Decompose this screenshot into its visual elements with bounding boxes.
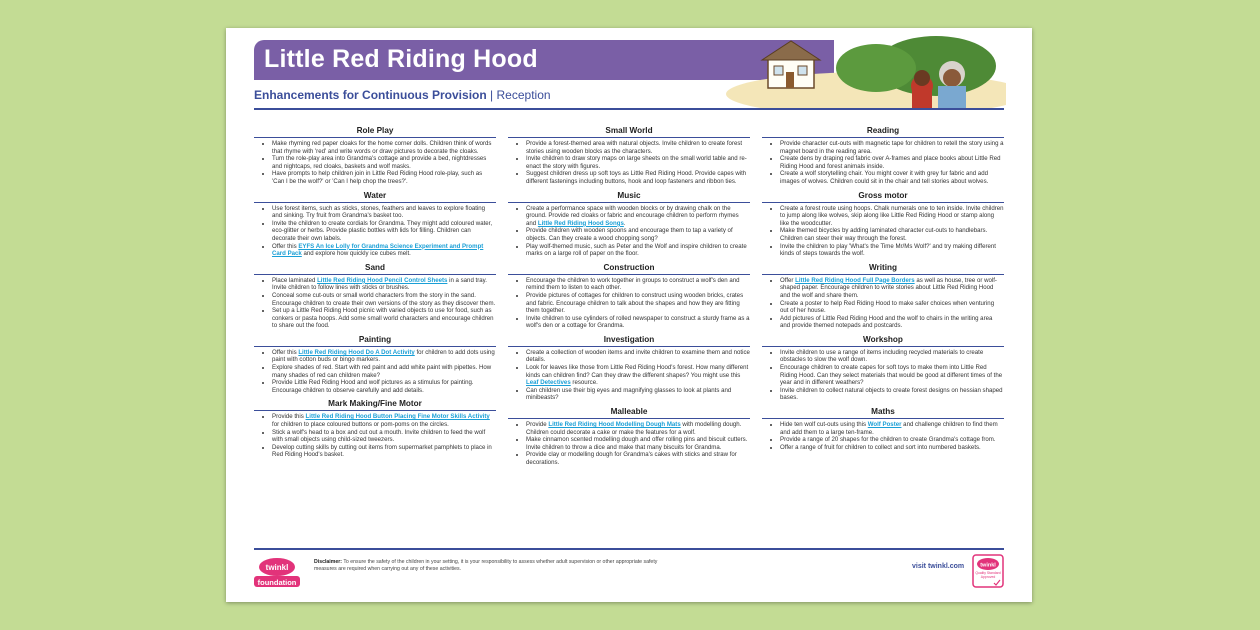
activity-text: with modelling dough. Children could decorate a cake or make the features for a wolf. — [526, 421, 742, 436]
activity-item — [526, 292, 750, 315]
activity-item — [780, 364, 1004, 387]
activity-text: Provide — [526, 421, 549, 429]
section-sand — [254, 262, 496, 330]
resource-sheet — [226, 28, 1032, 602]
activity-text: in a sand tray. Invite children to follow lines with sticks or brushes. — [272, 276, 487, 292]
activity-text: for children to place coloured buttons or pom-poms on the circles. — [272, 421, 449, 429]
disclaimer-label: Disclaimer: — [314, 559, 342, 565]
activity-text: Provide this — [272, 413, 306, 421]
activity-text: Explore shades of red. Start with red paint and add white paint with pipettes. How many shades of red can children make? — [272, 364, 492, 379]
footer — [254, 548, 1004, 592]
activity-list — [762, 421, 1004, 451]
activity-text: as well as house, tree or wolf-shaped paper. Encourage children to write stories about Little Red Riding Hood and the wolf and share them. — [780, 276, 997, 299]
cottage-illustration — [726, 36, 1006, 108]
column-middle — [508, 125, 750, 471]
activity-item — [526, 227, 750, 242]
activity-text: . — [623, 219, 626, 227]
section-workshop — [762, 334, 1004, 402]
activity-list — [254, 349, 496, 395]
twinkl-foundation-logo — [254, 556, 300, 590]
activity-text: Provide children with wooden spoons and encourage them to tap a variety of objects. Can they create a wood chopping song? — [526, 227, 733, 242]
activity-text: Suggest children dress up soft toys as Little Red Riding Hood. Provide capes with different fastenings including buttons, hook and loop fasteners and ribbon ties. — [526, 170, 747, 185]
quality-badge — [972, 554, 1004, 588]
logo-bottom-text: foundation — [257, 578, 297, 587]
column-left — [254, 125, 496, 463]
section-water — [254, 190, 496, 258]
section-heading: Small World — [508, 125, 750, 138]
activity-item — [272, 307, 496, 330]
activity-item — [272, 413, 496, 428]
disclaimer-text: To ensure the safety of the children in your setting, it is your responsibility to assess whether adult supervision or other appropriate safety measures are required when carrying out any of these activities. — [314, 559, 658, 572]
subtitle — [254, 88, 551, 102]
resource-link[interactable]: Little Red Riding Hood Do A Dot Activity — [298, 348, 415, 356]
resource-link[interactable]: Little Red Riding Hood Songs — [537, 219, 624, 227]
section-heading: Reading — [762, 125, 1004, 138]
resource-link[interactable]: EYFS An Ice Lolly for Grandma Science Experiment and Prompt Card Pack — [272, 242, 484, 258]
section-heading: Music — [508, 190, 750, 203]
activity-item — [780, 315, 1004, 330]
activity-text: Make themed bicycles by adding laminated character cut-outs to handlebars. Children can steer their way through the forest. — [780, 227, 988, 242]
resource-link[interactable]: Little Red Riding Hood Button Placing Fine Motor Skills Activity — [305, 413, 490, 421]
activity-item — [272, 243, 496, 258]
activity-text: and explore how quickly ice cubes melt. — [301, 250, 411, 258]
activity-text: Develop cutting skills by cutting out items from supermarket pamphlets to place in Red Riding Hood's basket. — [272, 443, 492, 459]
resource-link[interactable]: Little Red Riding Hood Modelling Dough Mats — [548, 421, 681, 429]
activity-item — [272, 155, 496, 170]
section-maths — [762, 406, 1004, 451]
activity-item — [526, 315, 750, 330]
activity-list — [254, 140, 496, 186]
resource-link[interactable]: Leaf Detectives — [526, 379, 571, 387]
activity-list — [254, 413, 496, 459]
subtitle-main: Enhancements for Continuous Provision — [254, 88, 487, 102]
activity-list — [508, 349, 750, 402]
activity-item — [780, 227, 1004, 242]
activity-text: Provide Little Red Riding Hood and wolf pictures as a stimulus for painting. Encourage children to observe carefully and add details. — [272, 379, 474, 394]
activity-text: Offer this — [272, 242, 299, 250]
activity-item — [272, 379, 496, 394]
activity-text: Provide a forest-themed area with natural objects. Invite children to create forest stories using wooden blocks as the characters. — [526, 140, 743, 155]
activity-text: Use forest items, such as sticks, stones, feathers and leaves to explore floating and sinking. Try fruit from Grandma's basket too. — [272, 204, 486, 220]
activity-item — [526, 155, 750, 170]
section-heading: Role Play — [254, 125, 496, 138]
visit-link[interactable]: visit twinkl.com — [912, 563, 965, 570]
activity-item — [526, 349, 750, 364]
activity-text: Turn the role-play area into Grandma's cottage and provide a bed, nightdresses and nightcaps, red cloaks, baskets and wolf masks. — [272, 155, 487, 170]
activity-item — [526, 451, 750, 466]
section-small-world — [508, 125, 750, 186]
resource-link[interactable]: Little Red Riding Hood Pencil Control Sheets — [317, 276, 448, 284]
activity-text: Create a poster to help Red Riding Hood to make safer choices when venturing out of her house. — [780, 299, 995, 315]
activity-text: Create a performance space with wooden blocks or by drawing chalk on the ground. Provide red cloaks or fabric and encourage children to perform rhymes and — [526, 204, 739, 227]
activity-item — [272, 205, 496, 220]
activity-item — [780, 421, 1004, 436]
activity-text: Invite children to use cylinders of rolled newspaper to construct a sturdy frame as a wolf's den or a cottage for Grandma. — [526, 314, 750, 330]
activity-text: Invite children to collect natural objects to create forest designs on hessian shaped bases. — [780, 386, 1003, 402]
activity-text: Create a wolf storytelling chair. You might cover it with grey fur fabric and add images of wolves. Children could sit in the chair and tell stories about wolves. — [780, 170, 989, 185]
section-construction — [508, 262, 750, 330]
activity-item — [780, 243, 1004, 258]
section-reading — [762, 125, 1004, 186]
activity-text: Can children use their big eyes and magnifying glasses to look at plants and minibeasts? — [526, 386, 732, 402]
activity-list — [762, 140, 1004, 186]
activity-item — [780, 140, 1004, 155]
activity-text: Hide ten wolf cut-outs using this — [780, 421, 868, 429]
section-heading: Sand — [254, 262, 496, 275]
activity-item — [526, 170, 750, 185]
section-gross-motor — [762, 190, 1004, 258]
section-heading: Maths — [762, 406, 1004, 419]
activity-item — [780, 277, 1004, 300]
activity-list — [762, 277, 1004, 330]
section-heading: Malleable — [508, 406, 750, 419]
activity-text: Provide clay or modelling dough for Grandma's cakes with sticks and straw for decorations. — [526, 451, 737, 466]
activity-item — [780, 444, 1004, 452]
section-heading: Mark Making/Fine Motor — [254, 398, 496, 411]
activity-text: Make cinnamon scented modelling dough and offer rolling pins and biscuit cutters. Invite children to throw a dice and make that many biscuits for Grandma. — [526, 436, 748, 451]
activity-text: Provide a range of 20 shapes for the children to create Grandma's cottage from. — [780, 436, 996, 444]
activity-item — [526, 364, 750, 387]
activity-item — [780, 436, 1004, 444]
activity-item — [272, 277, 496, 292]
activity-list — [508, 205, 750, 258]
section-heading: Writing — [762, 262, 1004, 275]
activity-text: for children to add dots using paint with cotton buds or bingo markers. — [272, 348, 495, 364]
activity-item — [526, 277, 750, 292]
activity-list — [508, 277, 750, 330]
activity-text: Provide pictures of cottages for children to construct using wooden bricks, crates and fabric. Encourage children to talk about the shapes and how they are fitting them together. — [526, 291, 744, 315]
activity-text: Provide character cut-outs with magnetic tape for children to retell the story using a magnet board in the reading area. — [780, 140, 1004, 155]
activity-text: Add pictures of Little Red Riding Hood and the wolf to chairs in the writing area and provide themed notepads and postcards. — [780, 314, 993, 330]
section-mark-making-fine-motor — [254, 398, 496, 459]
activity-item — [526, 387, 750, 402]
activity-list — [254, 277, 496, 330]
activity-item — [780, 387, 1004, 402]
resource-link[interactable]: Wolf Poster — [867, 421, 902, 429]
activity-item — [780, 155, 1004, 170]
section-heading: Workshop — [762, 334, 1004, 347]
activity-text: Set up a Little Red Riding Hood picnic with varied objects to use for food, such as conkers or pasta hoops. Add some small world characters and encourage children to share out the food. — [272, 307, 494, 330]
section-malleable — [508, 406, 750, 467]
activity-item — [526, 205, 750, 228]
activity-text: resource. — [570, 379, 598, 387]
section-investigation — [508, 334, 750, 402]
activity-text: and challenge children to find them and add them to a large ten-frame. — [780, 421, 998, 436]
disclaimer — [314, 559, 674, 573]
section-painting — [254, 334, 496, 395]
section-heading: Painting — [254, 334, 496, 347]
section-heading: Water — [254, 190, 496, 203]
activity-text: Create dens by draping red fabric over A-frames and place books about Little Red Riding Hood and forest animals inside. — [780, 155, 1001, 170]
activity-item — [272, 364, 496, 379]
activity-item — [526, 243, 750, 258]
subtitle-separator: | — [490, 88, 494, 102]
subtitle-stage: Reception — [496, 88, 551, 102]
activity-text: Invite children to use a range of items including recycled materials to create obstacles to slow the wolf down. — [780, 348, 984, 364]
section-music — [508, 190, 750, 258]
activity-item — [272, 444, 496, 459]
activity-text: Encourage the children to work together in groups to construct a wolf's den and remind them to listen to each other. — [526, 276, 740, 292]
activity-text: Place laminated — [272, 276, 318, 284]
activity-text: Offer this — [272, 348, 299, 356]
activity-item — [272, 349, 496, 364]
activity-text: Have prompts to help children join in Little Red Riding Hood role-play, such as 'Can I be the wolf?' or 'Can I help chop the trees?'. — [272, 170, 483, 185]
activity-item — [272, 292, 496, 307]
activity-list — [508, 140, 750, 186]
activity-text: Create a forest route using hoops. Chalk numerals one to ten inside. Invite children to jump along like wolves, skip along like Little Red Riding Hood or stamp along like the woodcutter. — [780, 204, 1004, 227]
activity-item — [272, 429, 496, 444]
activity-item — [272, 140, 496, 155]
column-right — [762, 125, 1004, 455]
page-title: Little Red Riding Hood — [264, 45, 538, 73]
activity-item — [780, 349, 1004, 364]
activity-text: Invite the children to play 'What's the Time Mr/Ms Wolf?' and try making different kinds of steps towards the wolf. — [780, 242, 996, 258]
activity-text: Invite children to draw story maps on large sheets on the small world table and re-enact the story with figures. — [526, 155, 747, 170]
footer-rule — [254, 548, 1004, 550]
activity-text: Invite the children to create cordials for Grandma. They might add coloured water, eco-glitter or herbs. Provide plastic bottles with lids for filling. Children can decorate their own labels. — [272, 219, 493, 242]
activity-text: Stick a wolf's head to a box and cut out a mouth. Invite children to feed the wolf with small objects using child-sized tweezers. — [272, 428, 486, 444]
activity-list — [762, 349, 1004, 402]
activity-text: Conceal some cut-outs or small world characters from the story in the sand. Encourage children to create their own versions of the story as they discover them. — [272, 291, 496, 307]
activity-item — [526, 140, 750, 155]
section-role-play — [254, 125, 496, 186]
badge-caption: Quality Standard Approved — [975, 571, 1001, 579]
section-writing — [762, 262, 1004, 330]
activity-text: Create a collection of wooden items and invite children to examine them and notice details. — [526, 348, 750, 364]
activity-item — [780, 205, 1004, 228]
activity-item — [780, 300, 1004, 315]
activity-item — [272, 170, 496, 185]
activity-list — [508, 421, 750, 467]
activity-text: Offer a range of fruit for children to collect and sort into numbered baskets. — [780, 443, 981, 451]
header-rule — [254, 108, 1004, 110]
activity-text: Encourage children to create capes for soft toys to make them into Little Red Riding Hood. Can they select materials that would be good at different times of the year and in different weathers? — [780, 364, 1003, 387]
activity-list — [254, 205, 496, 258]
activity-text: Look for leaves like those from Little Red Riding Hood's forest. How many different kinds can children find? Can they draw the different shapes? You might use this — [526, 364, 749, 379]
activity-item — [526, 436, 750, 451]
section-heading: Gross motor — [762, 190, 1004, 203]
activity-list — [762, 205, 1004, 258]
logo-top-text: twinkl — [265, 563, 289, 572]
activity-item — [526, 421, 750, 436]
section-heading: Construction — [508, 262, 750, 275]
activity-item — [272, 220, 496, 243]
activity-text: Play wolf-themed music, such as Peter and the Wolf and inspire children to create marks on a large roll of paper on the floor. — [526, 242, 747, 258]
badge-text: twinkl — [980, 562, 996, 569]
activity-item — [780, 170, 1004, 185]
section-heading: Investigation — [508, 334, 750, 347]
activity-text: Offer — [780, 276, 796, 284]
activity-text: Make rhyming red paper cloaks for the home corner dolls. Children think of words that rhyme with 'red' and write words or draw pictures to decorate the cloaks. — [272, 140, 492, 155]
resource-link[interactable]: Little Red Riding Hood Full Page Borders — [795, 276, 915, 284]
